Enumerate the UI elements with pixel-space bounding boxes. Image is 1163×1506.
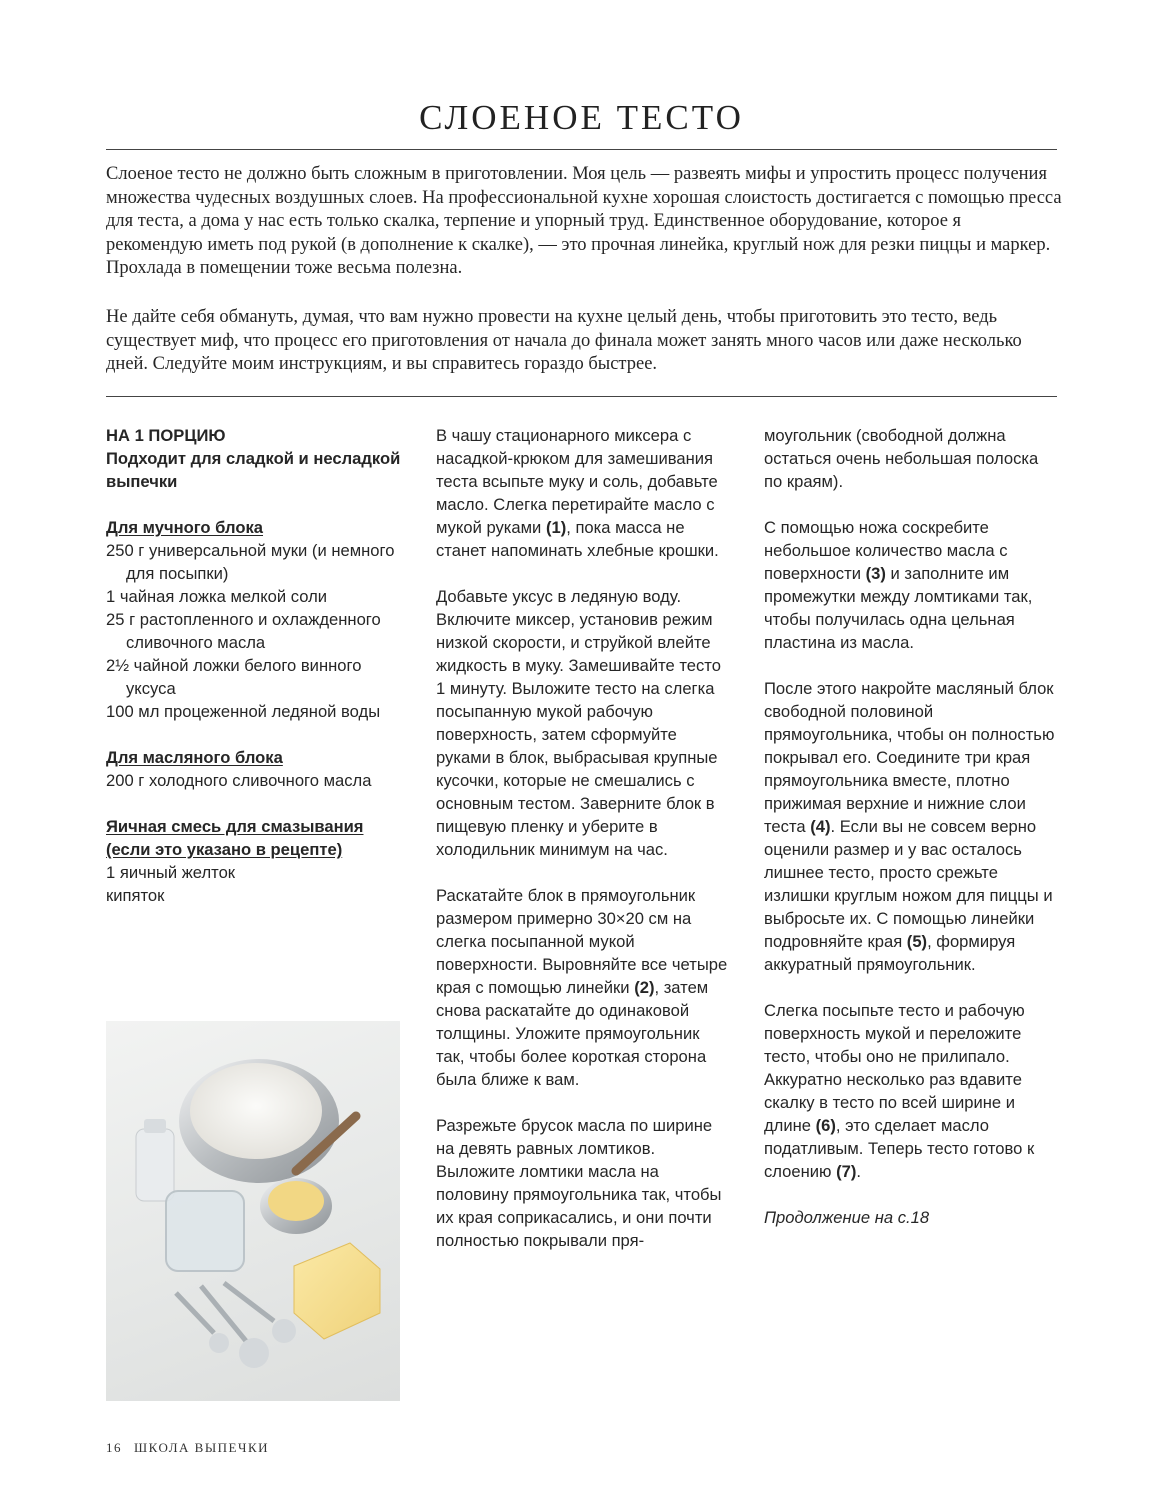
instructions-column-2 (436, 424, 728, 1275)
flour-block-list (106, 539, 406, 723)
title-rule (106, 149, 1057, 150)
butter-block-title: Для масляного блока (106, 748, 283, 767)
instruction-paragraph: После этого накройте масляный блок свободной половиной прямоугольника, чтобы он полностью покрывал его. Соедините три края прямоугольника вместе, плотно прижимая верхние и нижние слои теста (4). Если вы не совсем верно оценили размер и у вас осталось лишнее тесто, просто срежьте излишки круглым ножом для пиццы и выбросьте их. С помощью линейки подровняйте края (5), формируя аккуратный прямоугольник. (764, 679, 1055, 974)
bottle-neck (144, 1119, 166, 1133)
ingredient-item: 100 мл процеженной ледяной воды (106, 702, 381, 721)
spoon-medium (239, 1338, 269, 1368)
instruction-paragraph: Раскатайте блок в прямоугольник размером примерно 30×20 см на слегка посыпанной мукой поверхности. Выровняйте все четыре края с помощью линейки (2), затем снова раскатайте до одинаковой толщины. Уложите прямоугольник так, чтобы более короткая сторона была ближе к вам. (436, 886, 728, 1089)
ingredients-illustration (106, 1021, 400, 1401)
instruction-paragraph: В чашу стационарного миксера с насадкой-крюком для замешивания теста всыпьте муку и соль, добавьте масло. Слегка перетирайте масло с мукой руками (1), пока масса не станет напоминать хлебные крошки. (436, 426, 719, 560)
intro-paragraph-2: Не дайте себя обмануть, думая, что вам нужно провести на кухне целый день, чтобы приготовить это тесто, ведь существует миф, что процесс его приготовления от начала до финала может занять много часов или даже несколько дней. Следуйте моим инструкциям, и вы справитесь гораздо быстрее. (106, 307, 1022, 374)
spoon-small (209, 1333, 229, 1353)
book-title: ШКОЛА ВЫПЕЧКИ (134, 1440, 270, 1455)
intro-paragraph-1: Слоеное тесто не должно быть сложным в приготовлении. Моя цель — развеять мифы и упростить процесс получения множества чудесных воздушных слоев. На профессиональной кухне хорошая слоистость достигается с помощью пресса для теста, а дома у нас есть только скалка, терпение и упорный труд. Единственное оборудование, которое я рекомендую иметь под рукой (в дополнение к скалке), — это прочная линейка, круглый нож для резки пиццы и маркер. Прохлада в помещении тоже весьма полезна. (106, 164, 1062, 278)
ingredient-item: кипяток (106, 886, 165, 905)
page-title: СЛОЕНОЕ ТЕСТО (419, 98, 744, 137)
flour-block-title: Для мучного блока (106, 518, 264, 537)
spoon-large (272, 1319, 296, 1343)
ingredient-item: 1 яичный желток (106, 863, 236, 882)
spoon-handle (176, 1293, 214, 1333)
water-jug (166, 1191, 244, 1271)
flour-shape (190, 1063, 322, 1159)
intro-rule (106, 396, 1057, 397)
ingredient-item: 2½ чайной ложки белого винного уксуса (106, 656, 362, 698)
egg-wash-title: Яичная смесь для смазывания (если это указано в рецепте) (106, 817, 364, 859)
ingredients-column (106, 424, 406, 907)
spoon-handle (224, 1283, 274, 1321)
page-number: 16 (106, 1440, 122, 1455)
bottle-shape (136, 1129, 174, 1201)
instruction-paragraph: С помощью ножа соскребите небольшое количество масла с поверхности (3) и заполните им промежутки между ломтиками так, чтобы получилась одна цельная пластина из масла. (764, 518, 1033, 652)
serving-label: НА 1 ПОРЦИЮ (106, 426, 226, 445)
ingredient-item: 200 г холодного сливочного масла (106, 771, 372, 790)
instruction-paragraph: Добавьте уксус в ледяную воду. Включите миксер, установив режим низкой скорости, и струйкой влейте жидкость в муку. Замешивайте тесто 1 минуту. Выложите тесто на слегка посыпанную мукой рабочую поверхность, затем сформуйте руками в блок, выбрасывая крупные кусочки, которые не смешались с основным тестом. Заверните блок в пищевую пленку и уберите в холодильник минимум на час. (436, 587, 721, 859)
instruction-paragraph: моугольник (свободной должна остаться очень небольшая полоска по краям). (764, 426, 1039, 491)
ingredients-photo (106, 1021, 400, 1401)
ingredient-item: 25 г растопленного и охлажденного сливочного масла (106, 610, 381, 652)
butter-block (294, 1243, 380, 1339)
continued-note: Продолжение на с.18 (764, 1208, 930, 1227)
page-footer (106, 1440, 281, 1456)
melted-butter (268, 1181, 324, 1221)
ingredient-item: 1 чайная ложка мелкой соли (106, 587, 328, 606)
instruction-paragraph: Разрежьте брусок масла по ширине на девять равных ломтиков. Выложите ломтики масла на половину прямоугольника так, чтобы их края соприкасались, и они почти полностью покрывали пря- (436, 1116, 722, 1250)
instruction-paragraph: Слегка посыпьте тесто и рабочую поверхность мукой и переложите тесто, чтобы оно не прилипало. Аккуратно несколько раз вдавите скалку в тесто по всей ширине и длине (6), это сделает масло податливым. Теперь тесто готово к слоению (7). (764, 1001, 1035, 1181)
instructions-column-3 (764, 424, 1060, 1252)
ingredient-item: 250 г универсальной муки (и немного для посыпки) (106, 541, 395, 583)
suitable-note: Подходит для сладкой и несладкой выпечки (106, 449, 401, 491)
